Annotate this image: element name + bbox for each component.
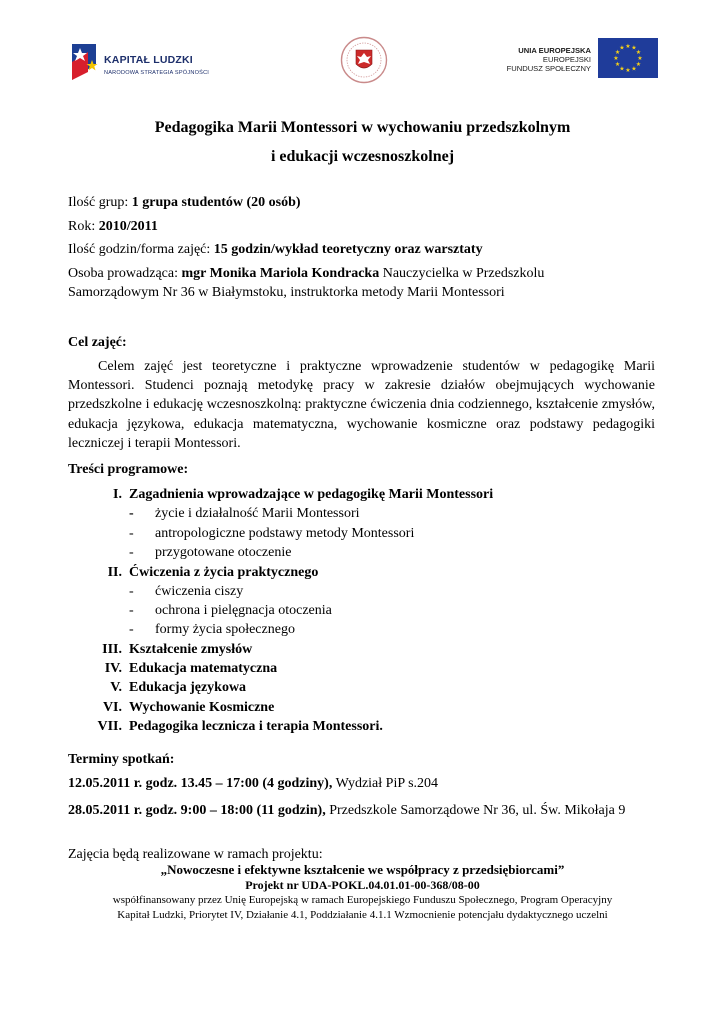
meeting-1 <box>68 776 438 792</box>
goal-paragraph <box>68 357 655 453</box>
section-number: III. <box>102 642 122 657</box>
hours-value: 15 godzin/wykład teoretyczny oraz warsztaty <box>213 242 483 257</box>
list-dash: - <box>129 526 134 541</box>
svg-text:★: ★ <box>619 65 625 73</box>
cofinance-line1: współfinansowany przez Unię Europejską w ramach Europejskiego Funduszu Społecznego, Program Operacyjny <box>112 894 613 906</box>
section-title: Edukacja językowa <box>129 680 247 695</box>
eu-flag-icon <box>598 38 658 78</box>
list-item: ochrona i pielęgnacja otoczenia <box>155 603 332 618</box>
section-title: Edukacja matematyczna <box>129 661 278 676</box>
section-title: Zagadnienia wprowadzające w pedagogikę Marii Montessori <box>129 487 494 502</box>
svg-text:★: ★ <box>613 55 619 62</box>
list-dash: - <box>129 545 134 560</box>
svg-text:★: ★ <box>635 61 642 68</box>
lecturer-desc2: Samorządowym Nr 36 w Białymstoku, instruktorka metody Marii Montessori <box>68 285 505 300</box>
list-dash: - <box>129 622 134 637</box>
groups-value: 1 grupa studentów (20 osób) <box>131 195 301 210</box>
list-dash: - <box>129 506 134 521</box>
cofinance-line2: Kapitał Ludzki, Priorytet IV, Działanie 4.1, Poddziałanie 4.1.1 Wzmocnienie potencjału dydaktycznego uczelni <box>117 909 608 921</box>
svg-text:★: ★ <box>614 61 621 68</box>
year-label: Rok: <box>68 219 99 234</box>
hours-line <box>68 242 483 258</box>
section-title: Ćwiczenia z życia praktycznego <box>129 565 319 580</box>
goal-heading: Cel zajęć: <box>68 335 127 350</box>
meeting-2-date: 28.05.2011 r. godz. 9:00 – 18:00 (11 godzin), <box>68 803 326 818</box>
svg-text:★: ★ <box>631 44 637 52</box>
program-heading: Treści programowe: <box>68 462 189 477</box>
svg-text:★: ★ <box>625 43 631 50</box>
project-name: „Nowoczesne i efektywne kształcenie we współpracy z przedsiębiorcami” <box>160 862 565 877</box>
meeting-1-place: Wydział PiP s.204 <box>332 776 439 791</box>
svg-text:★: ★ <box>637 55 643 62</box>
university-crest-icon <box>340 36 388 84</box>
groups-line <box>68 195 301 211</box>
list-dash: - <box>129 584 134 599</box>
goal-text: Celem zajęć jest teoretyczne i praktyczne wprowadzenie studentów w pedagogikę Marii Montessori. Studenci poznają metodykę pracy w zakresie działów obejmujących wychowanie przedszkolne i edukację wczesnoszkolną: praktyczne ćwiczenia dnia codziennego, kształcenie zmysłów, edukacja językowa, edukacja matematyczna, wychowanie kosmiczne oraz podstawy pedagogiki leczniczej i terapii Montessori. <box>68 359 655 451</box>
hours-label: Ilość godzin/forma zajęć: <box>68 242 214 257</box>
section-number: VII. <box>97 719 122 734</box>
kapital-ludzki-logo <box>70 42 230 82</box>
section-number: IV. <box>104 661 122 676</box>
svg-text:★: ★ <box>635 49 642 56</box>
section-title: Wychowanie Kosmiczne <box>129 700 275 715</box>
section-number: VI. <box>102 700 122 715</box>
section-number: II. <box>107 565 122 580</box>
document-title-line1: Pedagogika Marii Montessori w wychowaniu przedszkolnym <box>154 119 571 136</box>
section-title: Kształcenie zmysłów <box>129 642 253 657</box>
list-item: życie i działalność Marii Montessori <box>155 506 360 521</box>
svg-text:★: ★ <box>619 44 625 52</box>
lecturer-desc1: Nauczycielka w Przedszkolu <box>379 266 545 281</box>
section-title: Pedagogika lecznicza i terapia Montessori. <box>129 719 383 734</box>
list-item: przygotowane otoczenie <box>155 545 292 560</box>
project-intro: Zajęcia będą realizowane w ramach projektu: <box>68 847 323 862</box>
list-item: antropologiczne podstawy metody Montessori <box>155 526 415 541</box>
kapital-ludzki-subtitle: NARODOWA STRATEGIA SPÓJNOŚCI <box>104 70 210 76</box>
meeting-2 <box>68 803 625 819</box>
meeting-2-place: Przedszkole Samorządowe Nr 36, ul. Św. Mikołaja 9 <box>325 803 626 818</box>
section-number: V. <box>110 680 122 695</box>
eu-label-line2: EUROPEJSKI <box>542 55 591 64</box>
svg-text:★: ★ <box>625 67 631 74</box>
document-title-line2: i edukacji wczesnoszkolnej <box>270 148 455 165</box>
year-value: 2010/2011 <box>98 219 158 234</box>
eu-label-line3: FUNDUSZ SPOŁECZNY <box>506 64 591 73</box>
kapital-ludzki-emblem-icon <box>70 42 102 82</box>
year-line <box>68 219 158 235</box>
meeting-1-date: 12.05.2011 r. godz. 13.45 – 17:00 (4 godziny), <box>68 776 333 791</box>
list-item: ćwiczenia ciszy <box>155 584 244 599</box>
list-item: formy życia społecznego <box>155 622 295 637</box>
eu-label-line1: UNIA EUROPEJSKA <box>518 46 591 55</box>
svg-text:★: ★ <box>614 49 621 56</box>
meetings-heading: Terminy spotkań: <box>68 752 175 767</box>
header-logos <box>0 34 725 86</box>
section-number: I. <box>113 487 122 502</box>
svg-text:★: ★ <box>631 65 637 73</box>
eu-label <box>507 46 591 73</box>
lecturer-line <box>68 266 544 282</box>
list-dash: - <box>129 603 134 618</box>
lecturer-name: mgr Monika Mariola Kondracka <box>181 266 380 281</box>
kapital-ludzki-title: KAPITAŁ LUDZKI <box>104 54 193 66</box>
lecturer-label: Osoba prowadząca: <box>68 266 182 281</box>
groups-label: Ilość grup: <box>68 195 132 210</box>
project-number: Projekt nr UDA-POKL.04.01.01-00-368/08-00 <box>245 878 480 892</box>
